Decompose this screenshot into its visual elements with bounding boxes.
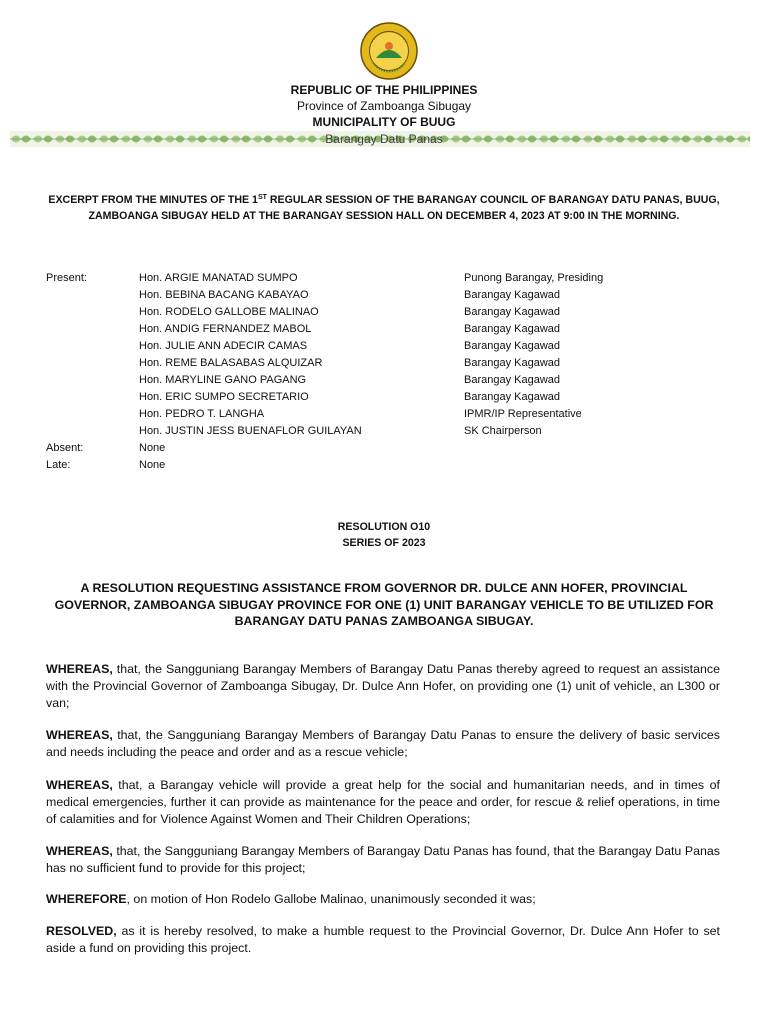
member-name: Hon. ERIC SUMPO SECRETARIO xyxy=(139,391,309,403)
republic-heading: REPUBLIC OF THE PHILIPPINES xyxy=(290,83,478,97)
paragraph-lead: WHEREAS, xyxy=(46,662,113,676)
absent-label: Absent: xyxy=(46,442,84,454)
resolution-number: RESOLUTION O10 xyxy=(337,521,431,533)
member-position: Barangay Kagawad xyxy=(464,289,561,301)
excerpt-text-part1: EXCERPT FROM THE MINUTES OF THE 1 xyxy=(48,194,258,206)
member-position: Barangay Kagawad xyxy=(464,323,561,335)
member-name: Hon. ARGIE MANATAD SUMPO xyxy=(139,272,298,284)
member-name: Hon. BEBINA BACANG KABAYAO xyxy=(139,289,309,301)
late-value: None xyxy=(139,459,166,471)
attendance-row xyxy=(0,338,768,355)
attendance-row xyxy=(0,423,768,440)
excerpt-superscript: ST xyxy=(257,194,267,201)
paragraph-lead: WHEREAS, xyxy=(46,778,113,792)
barangay-name-band: Barangay Datu Panas xyxy=(325,132,443,146)
paragraph-text: as it is hereby resolved, to make a humble request to the Provincial Governor, Dr. Dulce Ann Hofer to set aside a fund on providing this project. xyxy=(46,924,720,955)
late-label: Late: xyxy=(46,459,71,471)
member-name: Hon. JUSTIN JESS BUENAFLOR GUILAYAN xyxy=(139,425,362,437)
paragraph-text: that, the Sangguniang Barangay Members of Barangay Datu Panas thereby agreed to request an assistance with the Provincial Governor of Zamboanga Sibugay, Dr. Dulce Ann Hofer, on providing one (1) unit of vehicle, an L300 or van; xyxy=(46,662,720,710)
member-name: Hon. JULIE ANN ADECIR CAMAS xyxy=(139,340,308,352)
member-name: Hon. REME BALASABAS ALQUIZAR xyxy=(139,357,323,369)
paragraph-text: , on motion of Hon Rodelo Gallobe Malinao, unanimously seconded it was; xyxy=(126,892,536,906)
paragraph-lead: RESOLVED, xyxy=(46,924,117,938)
wherefore-paragraph xyxy=(46,891,720,908)
resolution-series: SERIES OF 2023 xyxy=(342,537,426,549)
attendance-row xyxy=(0,270,768,287)
attendance-row xyxy=(0,355,768,372)
paragraph-text: that, the Sangguniang Barangay Members of Barangay Datu Panas to ensure the delivery of basic services and needs including the peace and order and as a rescue vehicle; xyxy=(46,728,720,759)
resolution-title: A RESOLUTION REQUESTING ASSISTANCE FROM GOVERNOR DR. DULCE ANN HOFER, PROVINCIAL GOVERNOR, ZAMBOANGA SIBUGAY PROVINCE FOR ONE (1) UNIT BARANGAY VEHICLE TO BE UTILIZED FOR BARANGAY DATU PANAS ZAMBOANGA SIBUGAY. xyxy=(54,581,714,628)
late-row xyxy=(0,457,768,474)
member-position: IPMR/IP Representative xyxy=(464,408,582,420)
member-name: Hon. RODELO GALLOBE MALINAO xyxy=(139,306,319,318)
whereas-paragraph xyxy=(46,727,720,761)
member-position: Barangay Kagawad xyxy=(464,306,561,318)
whereas-paragraph xyxy=(46,843,720,877)
attendance-row xyxy=(0,287,768,304)
absent-row xyxy=(0,440,768,457)
whereas-paragraph xyxy=(46,777,720,827)
member-position: Barangay Kagawad xyxy=(464,340,561,352)
excerpt-text-part2: REGULAR SESSION OF THE BARANGAY COUNCIL OF BARANGAY DATU PANAS, BUUG, ZAMBOANGA SIBUGAY HELD AT THE BARANGAY SESSION HALL ON DECEMBER 4, 2023 AT 9:00 IN THE MORNING. xyxy=(88,194,720,222)
paragraph-lead: WHEREFORE xyxy=(46,892,127,906)
attendance-row xyxy=(0,372,768,389)
member-position: Punong Barangay, Presiding xyxy=(464,272,604,284)
member-name: Hon. PEDRO T. LANGHA xyxy=(139,408,265,420)
present-label: Present: xyxy=(46,272,87,284)
absent-value: None xyxy=(139,442,166,454)
resolved-paragraph xyxy=(46,923,720,957)
paragraph-lead: WHEREAS, xyxy=(46,844,113,858)
attendance-row xyxy=(0,406,768,423)
member-position: Barangay Kagawad xyxy=(464,374,561,386)
member-name: Hon. MARYLINE GANO PAGANG xyxy=(139,374,307,386)
paragraph-text: that, the Sangguniang Barangay Members of Barangay Datu Panas has found, that the Barangay Datu Panas has no sufficient fund to provide for this project; xyxy=(46,844,720,875)
paragraph-lead: WHEREAS, xyxy=(46,728,113,742)
attendance-row xyxy=(0,304,768,321)
attendance-row xyxy=(0,389,768,406)
minutes-excerpt-heading xyxy=(44,192,724,224)
barangay-seal-logo xyxy=(360,22,418,80)
member-name: Hon. ANDIG FERNANDEZ MABOL xyxy=(139,323,312,335)
municipality-heading: MUNICIPALITY OF BUUG xyxy=(312,115,456,129)
paragraph-text: that, a Barangay vehicle will provide a great help for the social and humanitarian needs, and in times of medical emergencies, further it can provide as maintenance for the peace and order, for rescue & relief operations, in time of calamities and for Violence Against Women and Their Children Operations; xyxy=(46,778,720,826)
member-position: Barangay Kagawad xyxy=(464,357,561,369)
whereas-paragraph xyxy=(46,661,720,711)
member-position: Barangay Kagawad xyxy=(464,391,561,403)
member-position: SK Chairperson xyxy=(464,425,542,437)
province-heading: Province of Zamboanga Sibugay xyxy=(296,99,472,113)
attendance-row xyxy=(0,321,768,338)
